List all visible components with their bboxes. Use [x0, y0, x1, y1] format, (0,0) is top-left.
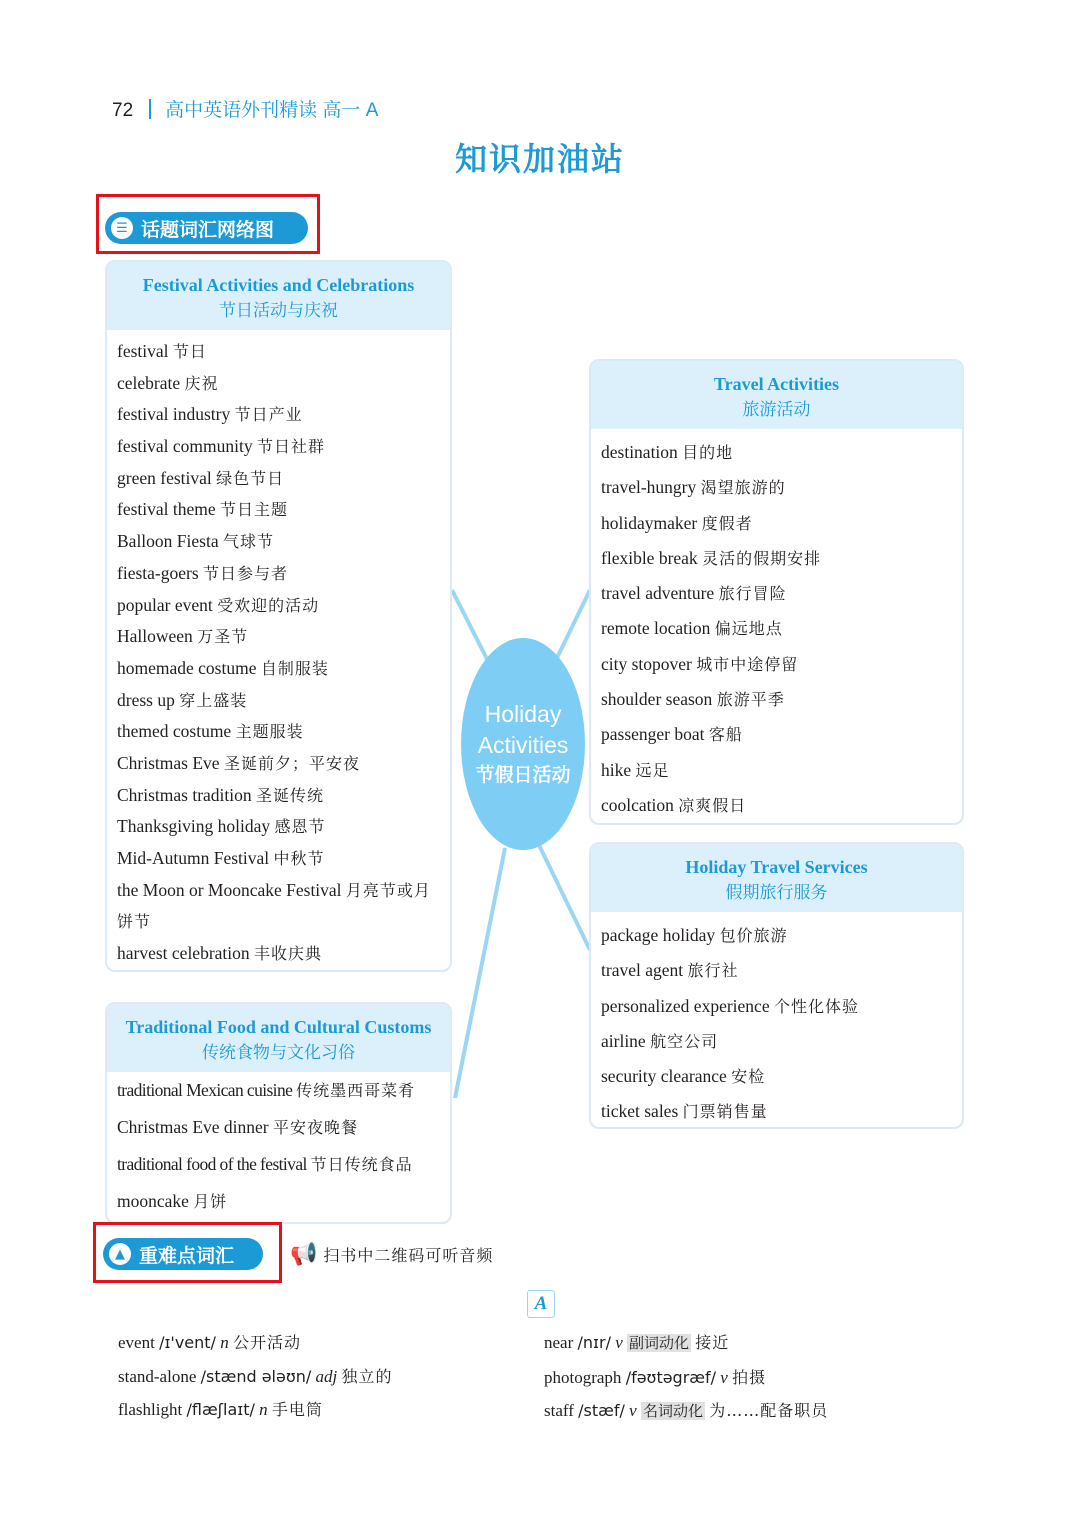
list-item: Christmas tradition 圣诞传统: [117, 784, 325, 805]
audio-note-text: 扫书中二维码可听音频: [323, 1246, 494, 1265]
center-topic: [461, 638, 585, 850]
services-list: [591, 912, 962, 1129]
travel-title-en: Travel Activities: [713, 374, 840, 394]
food-list: [107, 1072, 450, 1220]
list-item: travel adventure 旅行冒险: [601, 583, 787, 604]
list-item: themed costume 主题服装: [117, 721, 304, 742]
list-item: airline 航空公司: [601, 1030, 719, 1051]
list-item: passenger boat 客船: [601, 724, 743, 745]
vocab-entry: near /nɪr/ v 副词动化 接近: [544, 1333, 730, 1352]
food-title-zh: 传统食物与文化习俗: [202, 1043, 355, 1063]
list-item: destination 目的地: [601, 442, 734, 462]
vocab-entry: flashlight /flæʃlaɪt/ n 手电筒: [118, 1400, 323, 1419]
letter-a-icon: A: [527, 1290, 555, 1318]
list-item: festival community 节日社群: [117, 436, 325, 457]
list-item: Balloon Fiesta 气球节: [117, 531, 274, 552]
travel-card-header: [591, 361, 962, 429]
list-item: mooncake 月饼: [117, 1191, 228, 1211]
festival-title-en: Festival Activities and Celebrations: [142, 275, 415, 295]
list-item: dress up 穿上盛装: [117, 689, 248, 710]
services-card-header: [591, 844, 962, 912]
center-topic-en1: Holiday: [484, 701, 562, 727]
connector-festival: [452, 590, 490, 665]
vocab-entry: staff /stæf/ v 名词动化 为……配备职员: [544, 1401, 829, 1420]
list-item: package holiday 包价旅游: [601, 925, 788, 945]
list-item: coolcation 凉爽假日: [601, 794, 747, 815]
list-item: the Moon or Mooncake Festival 月亮节或月饼节: [117, 879, 431, 932]
festival-title-zh: 节日活动与庆祝: [219, 301, 338, 321]
list-item: shoulder season 旅游平季: [601, 689, 785, 710]
list-item: festival 节日: [117, 341, 207, 361]
vocab-entry: photograph /fəʊtəgræf/ v 拍摄: [544, 1367, 767, 1387]
usage-tag: 副词动化: [629, 1334, 690, 1352]
list-item: traditional Mexican cuisine 传统墨西哥菜肴: [117, 1080, 416, 1100]
list-item: Christmas Eve 圣诞前夕；平安夜: [117, 752, 360, 773]
travel-card: [589, 359, 964, 825]
festival-card-header: [107, 262, 450, 330]
list-item: Thanksgiving holiday 感恩节: [117, 816, 326, 837]
page-title: 知识加油站: [454, 140, 625, 178]
list-item: festival industry 节日产业: [117, 404, 303, 425]
list-item: fiesta-goers 节日参与者: [117, 562, 289, 583]
list-item: Christmas Eve dinner 平安夜晚餐: [117, 1117, 359, 1137]
list-item: green festival 绿色节日: [117, 467, 285, 488]
services-title-zh: 假期旅行服务: [725, 883, 828, 903]
section1-label-text: 话题词汇网络图: [141, 218, 275, 241]
list-item: travel agent 旅行社: [601, 960, 739, 981]
connector-services: [538, 843, 590, 950]
travel-title-zh: 旅游活动: [742, 400, 811, 420]
list-item: flexible break 灵活的假期安排: [601, 547, 822, 568]
book-title: 高中英语外刊精读 高一 A: [165, 100, 379, 121]
travel-list: [591, 429, 962, 823]
connector-food: [455, 848, 505, 1098]
vocab-right-column: [544, 1326, 828, 1429]
festival-list: [107, 330, 450, 970]
food-card: [105, 1002, 452, 1224]
list-item: holidaymaker 度假者: [601, 512, 753, 533]
list-item: popular event 受欢迎的活动: [117, 594, 320, 615]
list-item: city stopover 城市中途停留: [601, 653, 799, 674]
usage-tag: 名词动化: [642, 1402, 703, 1420]
center-topic-en2: Activities: [477, 732, 569, 758]
list-item: harvest celebration 丰收庆典: [117, 943, 323, 964]
page-number: 72: [112, 100, 134, 121]
megaphone-icon: 📢: [290, 1242, 318, 1267]
festival-card: [105, 260, 452, 972]
vocab-entry: event /ɪ'vent/ n 公开活动: [118, 1333, 301, 1352]
food-card-header: [107, 1004, 450, 1072]
list-item: celebrate 庆祝: [117, 372, 219, 393]
services-card: [589, 842, 964, 1129]
services-title-en: Holiday Travel Services: [685, 857, 868, 877]
section2-label: [103, 1238, 263, 1270]
list-item: travel-hungry 渴望旅游的: [601, 477, 786, 498]
list-item: personalized experience 个性化体验: [601, 995, 859, 1016]
list-item: festival theme 节日主题: [117, 499, 289, 520]
list-item: hike 远足: [601, 759, 670, 780]
section2-label-text: 重难点词汇: [139, 1244, 235, 1267]
vocab-left-column: [118, 1326, 393, 1427]
list-item: traditional food of the festival 节日传统食品: [117, 1154, 413, 1174]
list-item: homemade costume 自制服装: [117, 657, 329, 678]
graduation-cap-icon: ▲: [109, 1243, 131, 1265]
list-icon: ☰: [111, 217, 133, 239]
audio-note: [290, 1242, 493, 1267]
list-item: remote location 偏远地点: [601, 618, 783, 639]
list-item: Mid-Autumn Festival 中秋节: [117, 848, 325, 868]
vocab-entry: stand-alone /stænd ələʊn/ adj 独立的: [118, 1366, 393, 1386]
list-item: Halloween 万圣节: [117, 626, 249, 647]
list-item: ticket sales 门票销售量: [601, 1101, 768, 1122]
list-item: security clearance 安检: [601, 1066, 766, 1087]
connector-travel: [556, 590, 590, 660]
center-topic-zh: 节假日活动: [475, 764, 571, 786]
food-title-en: Traditional Food and Cultural Customs: [125, 1017, 432, 1037]
